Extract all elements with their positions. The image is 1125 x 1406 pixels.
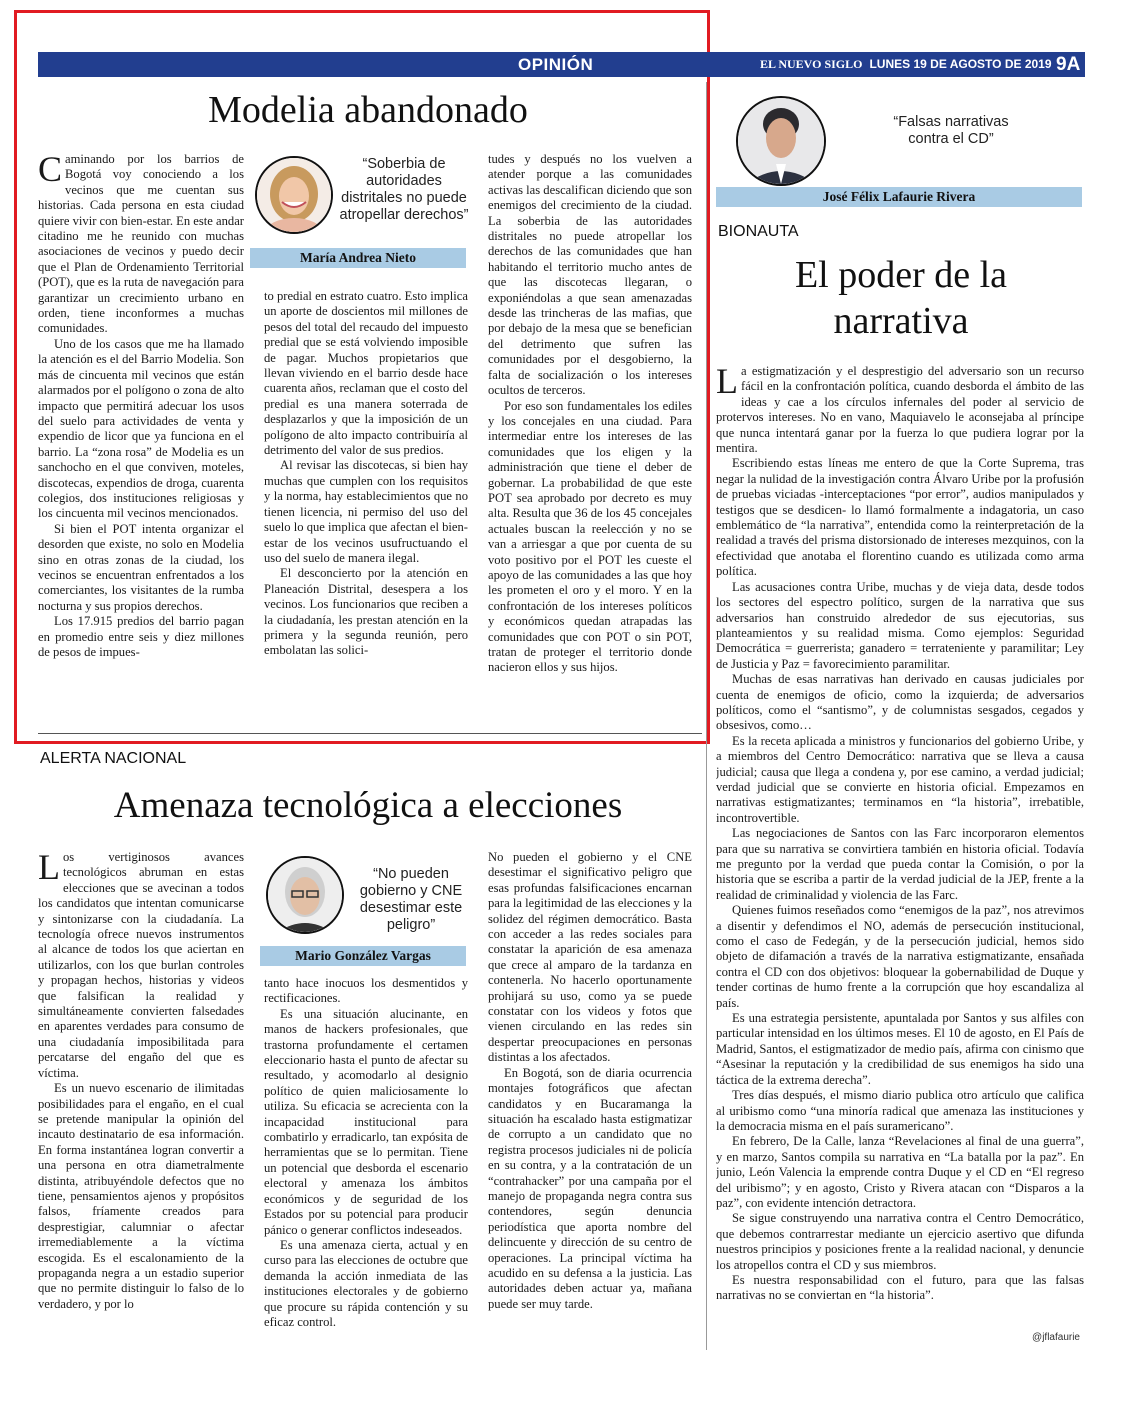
paragraph: Es nuestra responsabilidad con el futuro, para que las falsas narrativas no se conviertan en “la historia”. (716, 1272, 1084, 1303)
twitter-handle[interactable]: @jflafaurie (1032, 1332, 1080, 1343)
portrait-icon (738, 98, 824, 184)
section-label: OPINIÓN (518, 55, 594, 74)
paragraph: Es una situación alucinante, en manos de hackers profesionales, que trastorna profundamente el certamen eleccionario hasta el punto de afectar su resultado, y acomodarlo al designio político de quien maliciosamente lo utiliza. Su eficacia se acrecienta con la incapacidad institucional para combatirlo y erradicarlo, tan expósita de herramientas que se lo permitan. Tiene un potencial que desborda el escenario electoral y amenaza los ámbitos económicos y de seguridad de los Estados por su potencial para producir pánico o generar conflictos indeseados. (264, 1006, 468, 1237)
headline: Amenaza tecnológica a elecciones (113, 785, 623, 826)
paragraph: Muchas de esas narrativas han derivado en causas judiciales por cuenta de enemigos de oficio, como la izquierda; de adversarios políticos, como el “santismo”, y de columnistas sesgados, cegados y obsesivos, como… (716, 672, 1084, 733)
body-text (716, 364, 1084, 1330)
author-name-band: María Andrea Nieto (250, 248, 466, 268)
paragraph: En febrero, De la Calle, lanza “Revelaciones al final de una guerra”, y en marzo, Santos compila su narrativa en “La batalla por la paz”. En junio, León Valencia la emprende contra Duque y el CD en “El regreso del uribismo”; y en agosto, Cristo y Rivera atacan con “Disparos a la paz”, con evidente intención detractora. (716, 1134, 1084, 1210)
masthead-name: EL NUEVO SIGLO (760, 57, 863, 71)
headline: El poder de la narrativa (794, 254, 1008, 342)
section-label-bionauta: BIONAUTA (718, 223, 799, 240)
paragraph: En Bogotá, son de diaria ocurrencia montajes fotográficos que afectan candidatos y en Bucaramanga la situación ha escalado hasta estigmatizar de corrupto a un candidato que no registra procesos judiciales ni de policía en su contra, y a la contratación de un “contrahacker” por una campaña por el manejo de propaganda negra contra sus contendores, según denuncia periodística que aporta nombre del delincuente y dirección de su centro de operaciones. La principal víctima ha acudido en su defensa a la justicia. Las autoridades deben actuar ya, mañana puede ser muy tarde. (488, 1065, 692, 1311)
paragraph: to predial en estrato cuatro. Esto implica un aporte de doscientos mil millones de pesos del total del recaudo del impuesto predial que se está volviendo imposible de pagar. Muchos propietarios que llevan viviendo en el barrio desde hace cuarenta años, reclaman que el costo del predial es una manera soterrada de desplazarlos y que la imposición de un polígono de alto impacto contribuiría al detrimento del valor de sus predios. (264, 289, 468, 458)
paragraph: Es un nuevo escenario de ilimitadas posibilidades para el engaño, en el cual se pretende manipular la opinión del incauto destinatario de esa información. En forma instantánea logran convertir a una persona en otra diametralmente distinta, atribuyéndole defectos que no tiene, pensamientos ajenos y propósitos falsos, fríamente creados para desprestigiar, calumniar o afectar irremediablemente a la víctima escogida. Es el escalonamiento de la propaganda negra a un estadio superior que no permite distinguir lo falso de lo verdadero, y por lo (38, 1081, 244, 1311)
paragraph: El desconcierto por la atención en Planeación Distrital, desespera a los vecinos. Los funcionarios que reciben a la ciudadanía, les prestan atención en la primera y la segunda reunión, pero embolatan las solici- (264, 566, 468, 658)
column-divider (706, 82, 707, 1350)
paragraph: Caminando por los barrios de Bogotá voy conociendo a los vecinos que me cuentan sus historias. Cada persona en esta ciudad quiere vivir con bien-estar. En este andar citadino me he reunido con muchas asociaciones de vecinos y puedo decir que el Plan de Ordenamiento Territorial (POT), que es la ruta de navegación para garantizar un crecimiento urbano en orden, tiene inconformes a muchas comunidades. (38, 152, 244, 336)
column-2 (264, 289, 468, 718)
paragraph: Por eso son fundamentales los ediles y los concejales en una ciudad. Para intermediar entre los intereses de las comunidades que los eligen y la administración que tiene el deber de gobernar. La probabilidad de que este POT sea aprobado por decreto es muy alta. Resulta que 36 de los 45 concejales actuales buscan la reelección y no se van a arriesgar a que por cuenta de su voto positivo por el POT les cueste el apoyo de las comunidades a las que hoy les prometen el oro y el moro. Y en la confrontación de los intereses políticos y económicos quedan atrapadas las comunidades que con POT o sin POT, tratan de proteger el territorio donde nacieron ellos y sus hijos. (488, 398, 692, 675)
column-3 (488, 152, 692, 718)
divider (38, 733, 702, 734)
paragraph: Uno de los casos que me ha llamado la atención es el del Barrio Modelia. Son más de cincuenta mil vecinos que están alarmados por el polígono o zona de alto impacto que permitirá adecuar los usos del suelo para actividades de venta y expendio de licor que ya funciona en el barrio. La “zona rosa” de Modelia es un sanchocho en el que conviven, moteles, discotecas, expendios de droga, cuarenta colegios, dos instituciones religiosas y los cincuenta mil vecinos mencionados. (38, 336, 244, 521)
paragraph: Si bien el POT intenta organizar el desorden que existe, no solo en Modelia sino en otras zonas de la ciudad, los vecinos se encuentran enfrentados a los comerciantes, los visitantes de la rumba nocturna y sus propios derechos. (38, 521, 244, 613)
pull-quote: “Soberbia de autoridades distritales no puede atropellar derechos” (339, 156, 469, 223)
masthead-date: LUNES 19 DE AGOSTO DE 2019 (869, 57, 1052, 71)
paragraph: No pueden el gobierno y el CNE desestimar el significativo peligro que esas profundas falsificaciones encarnan para la legitimidad de las elecciones y la solidez del régimen democrático. Basta con acceder a las redes sociales para constatar la aparición de esa amenaza que crece al amparo de la tardanza en contenerla. No hacerlo oportunamente prohijará su uso, como ya se puede constatar con los videos y fotos que vienen circulando en las redes sin despertar preocupaciones en personas distintas a los afectados. (488, 850, 692, 1065)
article-amenaza (38, 770, 698, 1360)
author-avatar (266, 856, 344, 934)
paragraph: Las negociaciones de Santos con las Farc incorporaron elementos para que su narrativa se convirtiera también en historia oficial. Todavía me pregunto por la verdad que pueda contar la Comisión, o por la historia que se escriba a partir de la verdad judicial de la JEP, frente a la realidad de criminalidad y violencia de las Farc. (716, 826, 1084, 902)
portrait-icon (257, 158, 331, 232)
page-number: 9A (1056, 54, 1081, 75)
paragraph: Los vertiginosos avances tecnológicos abruman en estas elecciones que se avecinan a todos los candidatos que intentan comunicarse y sintonizarse con la ciudadanía. La tecnología ofrece nuevos instrumentos al alcance de todos los que aciertan en utilizarlos, con los que burlan controles y propagan hechos, historias y videos que falsifican la realidad y simultáneamente convierten falsedades en aparentes verdades para consumo de una ciudadanía imposibilitada para percatarse del engaño del que es víctima. (38, 850, 244, 1080)
column-2 (264, 976, 468, 1348)
author-name-band: Mario González Vargas (260, 946, 466, 966)
headline: Modelia abandonado (208, 89, 528, 131)
paragraph: Al revisar las discotecas, si bien hay muchas que cumplen con los requisitos y la norma, hay establecimientos que no tienen licencia, ni permiso del uso del suelo lo que implica que afectan el bien-estar de los vecinos usufructuando el uso del suelo de manera ilegal. (264, 458, 468, 565)
paragraph: Es la receta aplicada a ministros y funcionarios del gobierno Uribe, y a miembros del Centro Democrático: narrativa que se lleva a causa judicial; causa que llega a condena y, por ese camino, a verdad judicial; verdad judicial que se convierte en historia oficial. Empezamos en narrativas estigmatizantes; terminamos en “la historia”, irrebatible, incontrovertible. (716, 733, 1084, 825)
pull-quote: “Falsas narrativas contra el CD” (893, 114, 1009, 147)
paragraph: La estigmatización y el desprestigio del adversario son un recurso fácil en la confrontación política, cuando desborda el ámbito de las ideas y cae a los círculos infernales del poder al servicio de protervos intereses. No en vano, Maquiavelo le aconsejaba al príncipe que nunca intentará ganar por la fuerza lo que pudiera lograr por la mentira. (716, 364, 1084, 456)
author-avatar (736, 96, 826, 186)
column-3 (488, 850, 692, 1348)
author-name-band: José Félix Lafaurie Rivera (716, 187, 1082, 207)
masthead (760, 57, 1052, 72)
paragraph: Los 17.915 predios del barrio pagan en promedio entre seis y diez millones de pesos de impues- (38, 614, 244, 659)
column-1 (38, 152, 244, 718)
paragraph: Tres días después, el mismo diario publica otro artículo que califica al uribismo como “una minoría radical que amenaza las instituciones y la democracia misma en el país suramericano”. (716, 1088, 1084, 1133)
article-narrativa (716, 82, 1086, 1352)
paragraph: tudes y después no los vuelven a atender porque a las comunidades activas las descalifican diciendo que son enemigos del crecimiento de la ciudad. La soberbia de las autoridades distritales no puede atropellar los derechos de las comunidades que han habitando el territorio mucho antes de que las discotecas llegaran, o exponiéndolas a que sean amenazadas desde las trincheras de las mafias, que por debajo de la mesa que se benefician del detrimento que sufren las comunidades por el desgobierno, la falta de socialización o los intereses ocultos de terceros. (488, 152, 692, 398)
paragraph: Es una amenaza cierta, actual y en curso para las elecciones de octubre que demanda la acción inmediata de las instituciones electorales y de gobierno que procure su rápida contención y su eficaz control. (264, 1237, 468, 1329)
paragraph: tanto hace inocuos los desmentidos y rectificaciones. (264, 976, 468, 1006)
column-1 (38, 850, 244, 1348)
article-modelia (38, 80, 698, 730)
portrait-icon (268, 858, 342, 932)
pull-quote: “No pueden gobierno y CNE desestimar este peligro” (359, 866, 463, 933)
section-label-alerta: ALERTA NACIONAL (40, 750, 187, 767)
paragraph: Es una estrategia persistente, apuntalada por Santos y sus alfiles con particular intensidad en los últimos meses. El 10 de agosto, en El País de Madrid, Santos, el estigmatizador de medio país, afirma con cinismo que “Asesinar la reputación y la credibilidad de sus enemigos ha sido una táctica de la extrema derecha”. (716, 1011, 1084, 1087)
paragraph: Quienes fuimos reseñados como “enemigos de la paz”, nos atrevimos a disentir y defendimos el NO, además de persecución institucional, como el caso de Fedegán, y de la persecución judicial, hemos sido objeto de difamación a través de la narrativa estigmatizante, ensañada contra el CD con dos objetivos: bloquear la gobernabilidad de Duque y tender cortinas de humo frente a la corrupción que hoy escandaliza al país. (716, 903, 1084, 1010)
author-avatar (255, 156, 333, 234)
paragraph: Las acusaciones contra Uribe, muchas y de vieja data, desde todos los sectores del espectro político, surgen de la narrativa que sus adversarios han construido alrededor de sus ejecutorias, sus planteamientos y su realidad misma. Como ejemplos: Seguridad Democrática = guerrerista; ganadero = terrateniente y paramilitar; Ley de Justicia y Paz = favorecimiento paramilitar. (716, 579, 1084, 671)
paragraph: Escribiendo estas líneas me entero de que la Corte Suprema, tras negar la nulidad de la investigación contra Álvaro Uribe por la profusión de pruebas viciadas -interceptaciones “por error”, audios manipulados y testigos que se desdicen- lo llamó formalmente a indagatoria, un caso emblemático de “la narrativa”, entendida como la reinterpretación de la realidad a través del prisma distorsionado de intereses mezquinos, con la efectividad que anotaba el florentino cuando es utilizada como arma política. (716, 456, 1084, 579)
paragraph: Se sigue construyendo una narrativa contra el Centro Democrático, que debemos contrarrestar mediante un ejercicio asertivo que difunda nuestros principios y posiciones frente a la realidad nacional, y denuncie los atropellos contra el CD y sus miembros. (716, 1211, 1084, 1272)
